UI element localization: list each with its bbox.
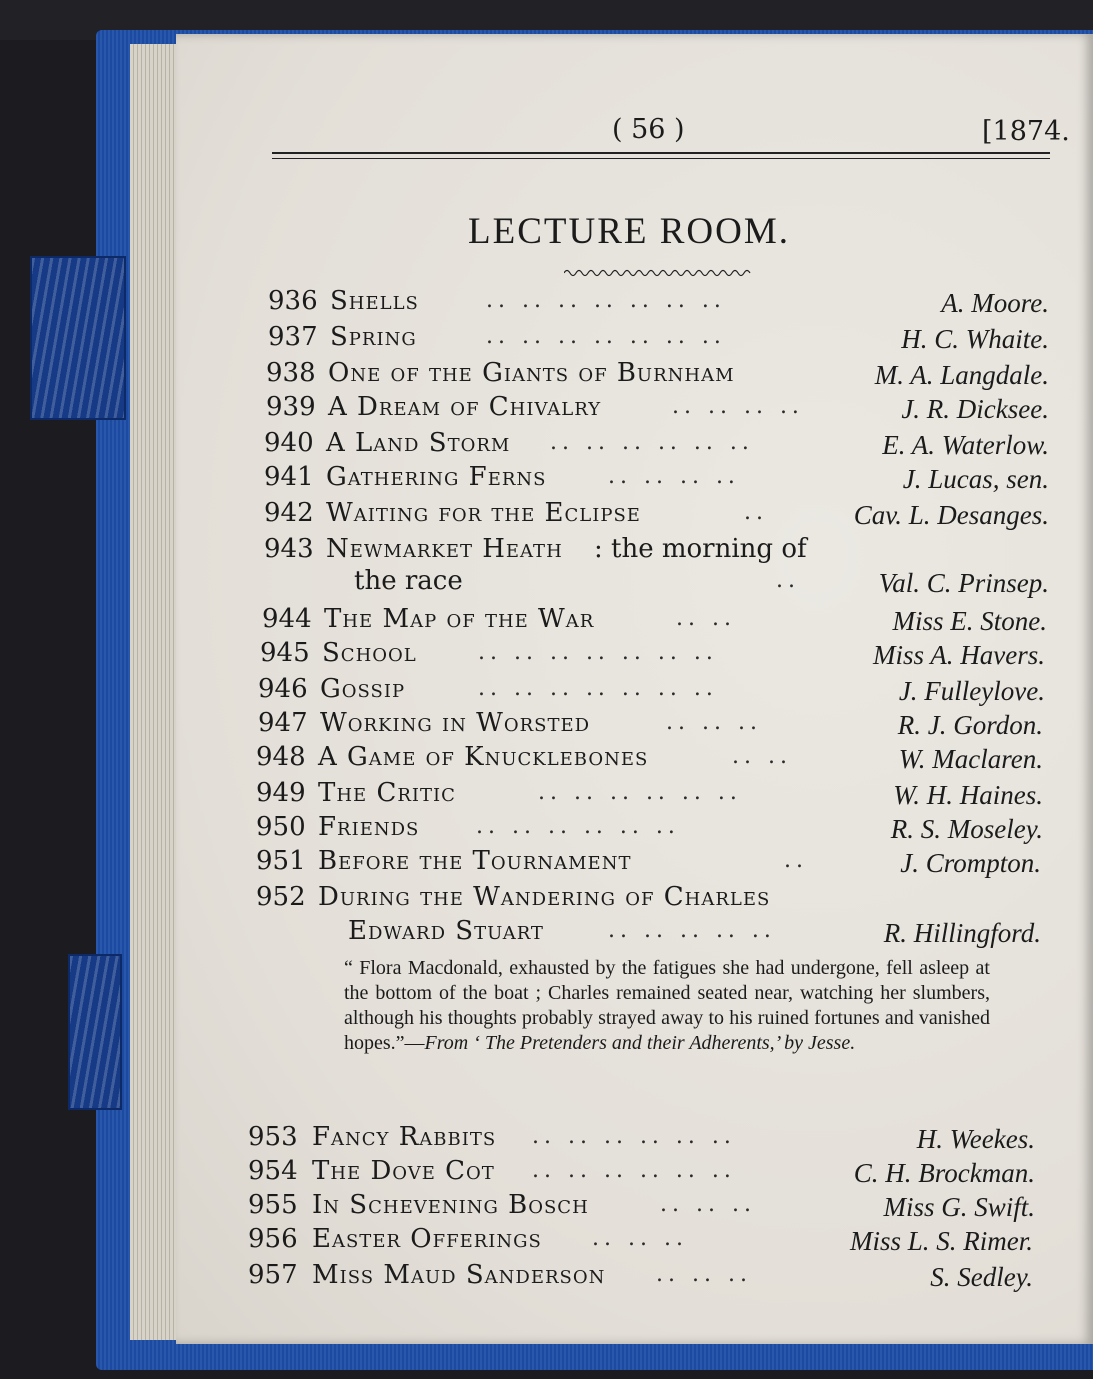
entry-number: 943 xyxy=(264,534,314,564)
entry-number: 950 xyxy=(256,812,306,842)
entry-title: A Dream of Chivalry xyxy=(328,392,602,422)
entry-title: Shells xyxy=(330,286,419,316)
year-heading: [1874. xyxy=(982,116,1070,147)
header-rule-top xyxy=(272,152,1050,154)
leader-dots: .. xyxy=(784,848,808,873)
header-rule-bottom xyxy=(272,158,1050,159)
artist-name: C. H. Brockman. xyxy=(853,1158,1035,1188)
quotation-text: “ Flora Macdonald, exhausted by the fatigues she had undergone, fell asleep at the bottom of the boat ; Charles remained seated near, watching her slumbers, although his thoughts probably strayed away to his ruined fortunes and vanished hopes.”— xyxy=(344,957,990,1054)
entry-number: 940 xyxy=(264,428,314,458)
entry-title: One of the Giants of Burnham xyxy=(328,358,735,388)
entry-number: 952 xyxy=(256,882,306,912)
entry-number: 957 xyxy=(248,1260,298,1290)
entry-number: 941 xyxy=(264,462,314,492)
entry-title-continuation: the race xyxy=(354,566,463,596)
entry-number: 945 xyxy=(260,638,310,668)
artist-name: M. A. Langdale. xyxy=(874,360,1049,390)
entry-title: Spring xyxy=(330,322,417,352)
leader-dots: .. .. .. .. .. .. .. xyxy=(478,640,718,665)
leader-dots: .. .. .. .. .. .. xyxy=(532,1158,736,1183)
artist-name: Val. C. Prinsep. xyxy=(878,568,1049,598)
leader-dots: .. .. .. xyxy=(656,1262,752,1287)
entry-subtitle: : the morning of xyxy=(594,534,807,564)
catalogue-page xyxy=(176,34,1093,1344)
artist-name: J. Lucas, sen. xyxy=(902,464,1049,494)
entry-title: Gossip xyxy=(320,674,406,704)
entry-title: A Land Storm xyxy=(326,428,511,458)
artist-name: S. Sedley. xyxy=(930,1262,1033,1292)
decorative-wave-rule xyxy=(564,268,754,278)
entry-number: 946 xyxy=(258,674,308,704)
entry-number: 948 xyxy=(256,742,306,772)
artist-name: Miss E. Stone. xyxy=(892,606,1047,636)
artist-name: R. S. Moseley. xyxy=(890,814,1043,844)
entry-number: 939 xyxy=(266,392,316,422)
leader-dots: .. .. .. .. xyxy=(672,394,804,419)
page-number: ( 56 ) xyxy=(612,114,685,145)
entry-number: 949 xyxy=(256,778,306,808)
leader-dots: .. .. .. xyxy=(660,1192,756,1217)
leader-dots: .. xyxy=(744,500,768,525)
artist-name: Miss G. Swift. xyxy=(883,1192,1035,1222)
quotation-source: From ‘ The Pretenders and their Adherents,’ by Jesse. xyxy=(424,1032,856,1054)
leader-dots: .. .. .. xyxy=(666,710,762,735)
entry-title: The Dove Cot xyxy=(312,1156,495,1186)
leader-dots: .. .. .. .. .. .. xyxy=(550,430,754,455)
entry-number: 953 xyxy=(248,1122,298,1152)
entry-number: 937 xyxy=(268,322,318,352)
artist-name: Miss L. S. Rimer. xyxy=(849,1226,1033,1256)
entry-title: The Map of the War xyxy=(324,604,595,634)
entry-number: 956 xyxy=(248,1224,298,1254)
entry-number: 936 xyxy=(268,286,318,316)
entry-title: A Game of Knucklebones xyxy=(318,742,649,772)
leader-dots: .. .. .. .. .. .. xyxy=(476,814,680,839)
entry-title: Newmarket Heath xyxy=(326,534,563,564)
leader-dots: .. .. .. .. .. .. .. xyxy=(478,676,718,701)
leader-dots: .. .. .. .. .. .. .. xyxy=(486,288,726,313)
book-clasp-lower xyxy=(68,954,122,1110)
leader-dots: .. xyxy=(776,568,800,593)
artist-name: A. Moore. xyxy=(941,288,1049,318)
entry-number: 942 xyxy=(264,498,314,528)
leader-dots: .. .. .. .. xyxy=(608,464,740,489)
artist-name: J. Crompton. xyxy=(900,848,1041,878)
section-title: LECTURE ROOM. xyxy=(468,211,790,252)
entry-title: The Critic xyxy=(318,778,456,808)
entry-quotation xyxy=(344,956,990,1056)
entry-title-continuation: Edward Stuart xyxy=(348,916,544,946)
entry-title: During the Wandering of Charles xyxy=(318,882,771,912)
entry-number: 955 xyxy=(248,1190,298,1220)
artist-name: Miss A. Havers. xyxy=(873,640,1045,670)
artist-name: H. C. Whaite. xyxy=(901,324,1049,354)
entry-title: Friends xyxy=(318,812,420,842)
entry-title: Gathering Ferns xyxy=(326,462,547,492)
leader-dots: .. .. .. xyxy=(592,1226,688,1251)
artist-name: J. R. Dicksee. xyxy=(901,394,1049,424)
leader-dots: .. .. .. .. .. .. xyxy=(532,1124,736,1149)
entry-number: 954 xyxy=(248,1156,298,1186)
entry-title: Waiting for the Eclipse xyxy=(326,498,641,528)
artist-name: H. Weekes. xyxy=(916,1124,1035,1154)
artist-name: E. A. Waterlow. xyxy=(882,430,1049,460)
entry-title: Before the Tournament xyxy=(318,846,632,876)
book-clasp-upper xyxy=(30,256,126,420)
entry-title: Working in Worsted xyxy=(320,708,591,738)
leader-dots: .. .. xyxy=(732,744,792,769)
leader-dots: .. .. .. .. .. .. .. xyxy=(486,324,726,349)
artist-name: Cav. L. Desanges. xyxy=(853,500,1049,530)
entry-title: In Schevening Bosch xyxy=(312,1190,589,1220)
artist-name: W. H. Haines. xyxy=(893,780,1043,810)
leader-dots: .. .. .. .. .. .. xyxy=(538,780,742,805)
entry-number: 944 xyxy=(262,604,312,634)
entry-number: 951 xyxy=(256,846,306,876)
entry-title: School xyxy=(322,638,417,668)
artist-name: R. Hillingford. xyxy=(883,918,1041,948)
entry-title: Easter Offerings xyxy=(312,1224,542,1254)
entry-title: Fancy Rabbits xyxy=(312,1122,497,1152)
leader-dots: .. .. .. .. .. xyxy=(608,918,776,943)
entry-number: 938 xyxy=(266,358,316,388)
artist-name: J. Fulleylove. xyxy=(898,676,1045,706)
artist-name: R. J. Gordon. xyxy=(897,710,1043,740)
entry-title: Miss Maud Sanderson xyxy=(312,1260,606,1290)
artist-name: W. Maclaren. xyxy=(898,744,1043,774)
leader-dots: .. .. xyxy=(676,606,736,631)
entry-number: 947 xyxy=(258,708,308,738)
